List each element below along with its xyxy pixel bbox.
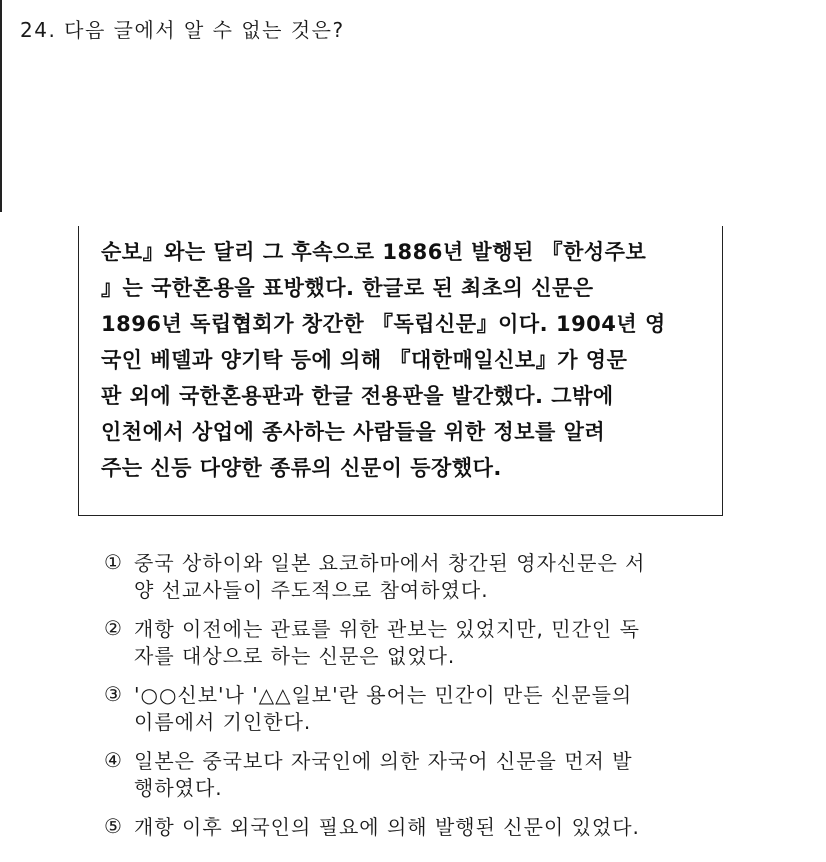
choice-text: 일본은 중국보다 자국인에 의한 자국어 신문을 먼저 발 (134, 749, 633, 773)
choice-number: ① (104, 550, 122, 574)
choice-text: 자를 대상으로 하는 신문은 없었다. (134, 644, 456, 668)
choice-4[interactable] (104, 748, 764, 802)
choice-number: ② (104, 616, 122, 640)
passage-line: 1896년 독립협회가 창간한 『독립신문』이다. 1904년 영 (101, 312, 666, 336)
choice-text: 양 선교사들이 주도적으로 참여하였다. (134, 578, 489, 602)
choice-5[interactable] (104, 814, 764, 841)
choice-text: '○○신보'나 '△△일보'란 용어는 민간이 만든 신문들의 (134, 683, 633, 707)
choice-3[interactable] (104, 682, 764, 736)
choice-1[interactable] (104, 550, 764, 604)
choice-text: 개항 이후 외국인의 필요에 의해 발행된 신문이 있었다. (134, 815, 640, 839)
choice-text: 이름에서 기인한다. (134, 710, 312, 734)
choice-2[interactable] (104, 616, 764, 670)
passage-line: 』는 국한혼용을 표방했다. 한글로 된 최초의 신문은 (101, 276, 594, 300)
passage-line: 주는 신등 다양한 종류의 신문이 등장했다. (101, 456, 502, 480)
choice-number: ④ (104, 748, 122, 772)
answer-choices (104, 550, 764, 853)
passage-line: 판 외에 국한혼용판과 한글 전용판을 발간했다. 그밖에 (101, 384, 614, 408)
passage-line: 순보』와는 달리 그 후속으로 1886년 발행된 『한성주보 (101, 240, 647, 264)
choice-text: 중국 상하이와 일본 요코하마에서 창간된 영자신문은 서 (134, 551, 646, 575)
choice-number: ③ (104, 682, 122, 706)
passage-box (78, 226, 723, 516)
left-margin-rule (0, 0, 2, 212)
passage-line: 인천에서 상업에 종사하는 사람들을 위한 정보를 알려 (101, 420, 606, 444)
question-title: 24. 다음 글에서 알 수 없는 것은? (20, 18, 345, 42)
choice-number: ⑤ (104, 814, 122, 838)
choice-text: 행하였다. (134, 776, 223, 800)
passage-line: 국인 베델과 양기탁 등에 의해 『대한매일신보』가 영문 (101, 348, 628, 372)
choice-text: 개항 이전에는 관료를 위한 관보는 있었지만, 민간인 독 (134, 617, 640, 641)
